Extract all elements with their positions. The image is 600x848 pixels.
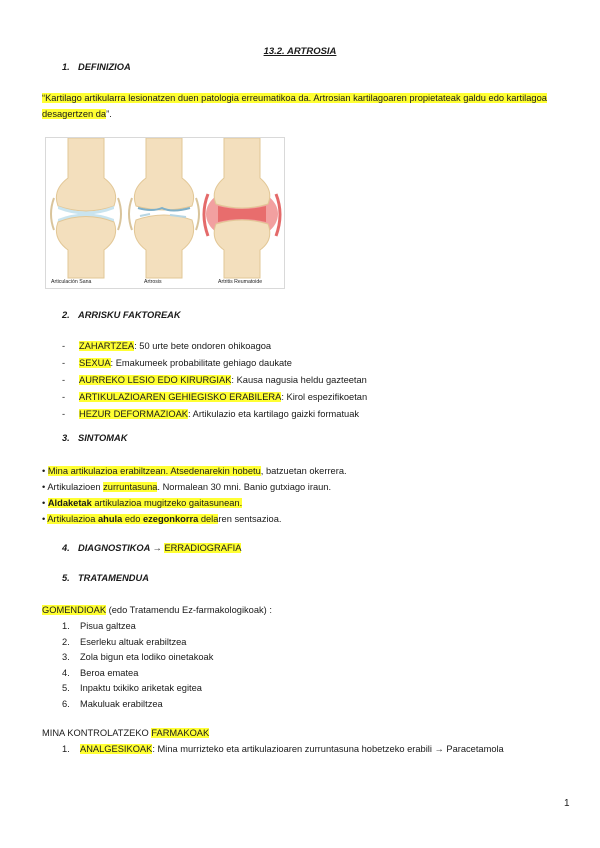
item-number: 2. <box>62 636 70 647</box>
list-item <box>62 667 213 683</box>
analgesics-label: ANALGESIKOAK <box>80 744 153 754</box>
healthy-joint <box>51 138 121 278</box>
recommendations-label: GOMENDIOAK <box>42 605 107 615</box>
joint-diagram <box>46 138 284 288</box>
risk-text: : Kirol espezifikoetan <box>281 392 368 402</box>
symptom-text: ren sentsazioa. <box>218 514 282 524</box>
page-number: 1 <box>564 798 570 809</box>
list-item <box>62 636 213 652</box>
section-label: SINTOMAK <box>78 433 128 443</box>
section-label: TRATAMENDUA <box>78 573 149 583</box>
analgesics-item <box>62 744 504 754</box>
item-number: 1. <box>62 621 70 631</box>
analgesics-text: : Mina murrizteko eta artikulazioaren zurruntasuna hobetzeko erabili → Paracetamola <box>152 744 504 754</box>
list-item <box>62 651 213 667</box>
list-item <box>62 620 213 636</box>
item-text: Inpaktu txikiko ariketak egitea <box>80 683 202 694</box>
section-heading-symptoms <box>62 433 127 443</box>
risk-key: AURREKO LESIO EDO KIRURGIAK <box>79 375 232 385</box>
page-title: 13.2. ARTROSIA <box>263 46 337 57</box>
list-item <box>62 682 213 698</box>
section-heading-definition <box>62 62 131 72</box>
recommendations-subtitle: (edo Tratamendu Ez-farmakologikoak) : <box>106 605 272 615</box>
symptom-highlight: artikulazioa mugitzeko gaitasunean. <box>91 498 243 508</box>
recommendation-list <box>62 620 213 714</box>
symptom-highlight: edo <box>122 514 143 524</box>
section-heading-risk-factors <box>62 310 181 320</box>
osteoarthritis-joint <box>129 138 199 278</box>
symptom-bold: Aldaketak <box>47 498 92 508</box>
symptom-highlight: Mina artikulazioa erabiltzean. Atsedenarekin hobetu <box>47 466 261 476</box>
symptom-text: Artikulazioen <box>47 482 104 492</box>
risk-factor-list <box>62 340 367 425</box>
item-number: 3. <box>62 652 70 663</box>
caption-osteoarthritis: Artrosis <box>144 279 162 285</box>
risk-text: : Artikulazio eta kartilago gaizki formatuak <box>187 409 360 419</box>
list-item: - HEZUR DEFORMAZIOAK: Artikulazio eta kartilago gaizki formatuak <box>62 409 360 419</box>
risk-text: : Emakumeek probabilitate gehiago daukate <box>110 358 292 368</box>
risk-key: ARTIKULAZIOAREN GEHIEGISKO ERABILERA <box>79 392 282 402</box>
risk-text: : Kausa nagusia heldu gazteetan <box>231 375 367 385</box>
list-item: • Mina artikulazioa erabiltzean. Atsedenarekin hobetu, batzuetan okerrera. <box>42 466 347 476</box>
section-heading-diagnosis <box>62 543 241 553</box>
diagnosis-method: ERRADIOGRAFIA <box>164 543 242 553</box>
symptom-text: . Normalean 30 mni. Banio gutxiago iraun. <box>157 482 332 492</box>
caption-rheumatoid: Artritis Reumatoide <box>218 279 263 285</box>
section-number: 3. <box>62 433 70 443</box>
symptom-bold: ezegonkorra <box>142 514 199 524</box>
item-text: Eserleku altuak erabiltzea <box>80 636 187 647</box>
symptom-bold: ahula <box>97 514 123 524</box>
item-text: Beroa ematea <box>80 667 139 678</box>
item-number: 1. <box>62 744 70 754</box>
pain-drugs-prefix: MINA KONTROLATZEKO <box>42 728 152 738</box>
list-item: • Artikulazioa ahula edo ezegonkorra delaren sentsazioa. <box>42 514 282 524</box>
list-item: • Aldaketak artikulazioa mugitzeko gaitasunean. <box>42 498 243 508</box>
rheumatoid-joint <box>204 138 280 278</box>
risk-key: SEXUA <box>79 358 111 368</box>
recommendations-heading <box>42 605 272 615</box>
risk-key: ZAHARTZEA <box>79 341 135 351</box>
symptom-list <box>42 465 347 529</box>
symptom-highlight: zurruntasuna <box>103 482 158 492</box>
section-number: 5. <box>62 573 70 583</box>
joint-illustration <box>45 137 285 289</box>
pain-drugs-label: FARMAKOAK <box>151 728 210 738</box>
list-item: • Artikulazioen zurruntasuna. Normalean 30 mni. Banio gutxiago iraun. <box>42 482 332 492</box>
item-number: 6. <box>62 698 70 709</box>
section-label: DEFINIZIOA <box>78 62 131 72</box>
definition-paragraph <box>42 90 562 122</box>
symptom-highlight: dela <box>198 514 219 524</box>
section-number: 1. <box>62 62 70 72</box>
list-item: - ZAHARTZEA: 50 urte bete ondoren ohikoagoa <box>62 341 272 351</box>
risk-text: : 50 urte bete ondoren ohikoagoa <box>134 341 272 351</box>
item-number: 5. <box>62 683 70 694</box>
symptom-highlight: Artikulazioa <box>47 514 98 524</box>
caption-healthy: Articulación Sana <box>51 279 92 285</box>
section-heading-treatment <box>62 573 149 583</box>
item-text: Zola bigun eta lodiko oinetakoak <box>80 652 214 663</box>
pain-drugs-heading <box>42 728 209 738</box>
section-number: 4. <box>62 543 70 553</box>
definition-end: ”. <box>106 109 112 119</box>
definition-text: “Kartilago artikularra lesionatzen duen patologia erreumatikoa da. Artrosian kartilagoaren propietateak galdu edo kartilagoa desagertzen da <box>42 93 547 119</box>
item-text: Pisua galtzea <box>80 621 136 631</box>
list-item: - AURREKO LESIO EDO KIRURGIAK: Kausa nagusia heldu gazteetan <box>62 375 367 385</box>
symptom-text: , batzuetan okerrera. <box>260 466 347 476</box>
item-text: Makuluak erabiltzea <box>80 698 163 709</box>
list-item <box>62 698 213 714</box>
section-label: DIAGNOSTIKOA → <box>78 543 162 553</box>
section-label: ARRISKU FAKTOREAK <box>78 310 181 320</box>
list-item: - ARTIKULAZIOAREN GEHIEGISKO ERABILERA: Kirol espezifikoetan <box>62 392 368 402</box>
risk-key: HEZUR DEFORMAZIOAK <box>79 409 188 419</box>
item-number: 4. <box>62 667 70 678</box>
section-number: 2. <box>62 310 70 320</box>
list-item: - SEXUA: Emakumeek probabilitate gehiago daukate <box>62 358 292 368</box>
